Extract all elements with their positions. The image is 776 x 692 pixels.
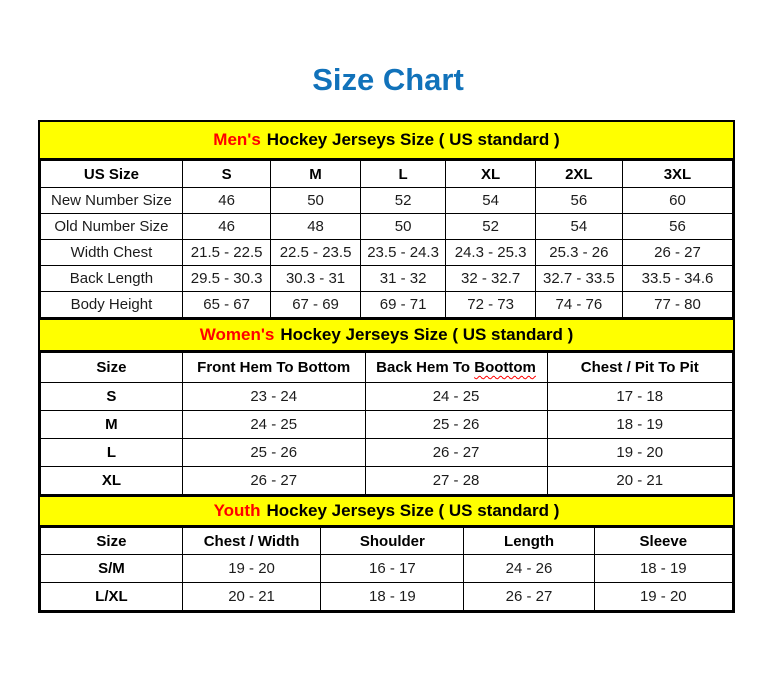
table-row [41, 240, 733, 266]
size-value-cell: 23 - 24 [182, 383, 365, 411]
size-value-cell: 25 - 26 [182, 439, 365, 467]
column-header: XL [446, 161, 535, 188]
size-value-cell: 30.3 - 31 [271, 266, 360, 292]
size-value-cell: 60 [622, 188, 732, 214]
column-header: Size [41, 528, 183, 555]
mens-size-table [40, 160, 733, 318]
mens-heading-accent: Men's [213, 130, 261, 149]
size-value-cell: 54 [535, 214, 622, 240]
womens-section-heading [40, 318, 733, 352]
youth-heading-text: Hockey Jerseys Size ( US standard ) [266, 501, 560, 520]
column-header: US Size [41, 161, 183, 188]
table-row [41, 439, 733, 467]
column-header: Front Hem To Bottom [182, 353, 365, 383]
womens-heading-accent: Women's [199, 325, 275, 344]
column-header: Shoulder [321, 528, 464, 555]
row-label: Back Length [41, 266, 183, 292]
row-label: S [41, 383, 183, 411]
column-header: Size [41, 353, 183, 383]
table-row [41, 188, 733, 214]
size-value-cell: 19 - 20 [594, 583, 732, 611]
size-value-cell: 20 - 21 [182, 583, 320, 611]
row-label: XL [41, 467, 183, 495]
youth-heading-accent: Youth [213, 501, 261, 520]
size-value-cell: 54 [446, 188, 535, 214]
table-row [41, 555, 733, 583]
size-value-cell: 24 - 26 [464, 555, 594, 583]
column-header: Back Hem To Boottom [365, 353, 547, 383]
row-label: Width Chest [41, 240, 183, 266]
table-row [41, 583, 733, 611]
size-chart-container [38, 120, 735, 613]
mens-heading-text: Hockey Jerseys Size ( US standard ) [266, 130, 560, 149]
youth-header-row [41, 528, 733, 555]
page-title: Size Chart [312, 62, 464, 97]
size-value-cell: 65 - 67 [182, 292, 271, 318]
size-value-cell: 26 - 27 [464, 583, 594, 611]
size-value-cell: 52 [360, 188, 446, 214]
size-value-cell: 25 - 26 [365, 411, 547, 439]
size-value-cell: 24 - 25 [182, 411, 365, 439]
size-value-cell: 31 - 32 [360, 266, 446, 292]
size-value-cell: 20 - 21 [547, 467, 732, 495]
row-label: Old Number Size [41, 214, 183, 240]
row-label: New Number Size [41, 188, 183, 214]
row-label: L [41, 439, 183, 467]
size-value-cell: 46 [182, 214, 271, 240]
size-value-cell: 18 - 19 [321, 583, 464, 611]
table-row [41, 292, 733, 318]
column-header: Sleeve [594, 528, 732, 555]
youth-section-heading [40, 495, 733, 527]
column-header: Length [464, 528, 594, 555]
size-value-cell: 26 - 27 [182, 467, 365, 495]
column-header: M [271, 161, 360, 188]
size-value-cell: 22.5 - 23.5 [271, 240, 360, 266]
column-header: L [360, 161, 446, 188]
size-value-cell: 50 [360, 214, 446, 240]
size-value-cell: 56 [535, 188, 622, 214]
size-value-cell: 32.7 - 33.5 [535, 266, 622, 292]
table-row [41, 467, 733, 495]
womens-header-row [41, 353, 733, 383]
column-header: 3XL [622, 161, 732, 188]
size-value-cell: 50 [271, 188, 360, 214]
size-value-cell: 26 - 27 [622, 240, 732, 266]
row-label: S/M [41, 555, 183, 583]
size-value-cell: 74 - 76 [535, 292, 622, 318]
size-value-cell: 24 - 25 [365, 383, 547, 411]
size-value-cell: 21.5 - 22.5 [182, 240, 271, 266]
size-value-cell: 32 - 32.7 [446, 266, 535, 292]
size-value-cell: 24.3 - 25.3 [446, 240, 535, 266]
row-label: L/XL [41, 583, 183, 611]
womens-heading-text: Hockey Jerseys Size ( US standard ) [280, 325, 574, 344]
size-value-cell: 48 [271, 214, 360, 240]
size-value-cell: 46 [182, 188, 271, 214]
table-row [41, 411, 733, 439]
size-value-cell: 77 - 80 [622, 292, 732, 318]
column-header: Chest / Width [182, 528, 320, 555]
size-value-cell: 69 - 71 [360, 292, 446, 318]
size-value-cell: 33.5 - 34.6 [622, 266, 732, 292]
table-row [41, 214, 733, 240]
size-value-cell: 26 - 27 [365, 439, 547, 467]
size-value-cell: 18 - 19 [547, 411, 732, 439]
mens-section-heading [40, 122, 733, 160]
size-value-cell: 52 [446, 214, 535, 240]
table-row [41, 266, 733, 292]
row-label: M [41, 411, 183, 439]
size-value-cell: 56 [622, 214, 732, 240]
size-value-cell: 23.5 - 24.3 [360, 240, 446, 266]
size-value-cell: 27 - 28 [365, 467, 547, 495]
size-value-cell: 19 - 20 [547, 439, 732, 467]
youth-size-table [40, 527, 733, 611]
size-value-cell: 72 - 73 [446, 292, 535, 318]
column-header: 2XL [535, 161, 622, 188]
womens-size-table [40, 352, 733, 495]
row-label: Body Height [41, 292, 183, 318]
size-value-cell: 18 - 19 [594, 555, 732, 583]
size-value-cell: 29.5 - 30.3 [182, 266, 271, 292]
column-header: Chest / Pit To Pit [547, 353, 732, 383]
misspelled-word: Boottom [474, 359, 536, 376]
table-row [41, 383, 733, 411]
size-value-cell: 17 - 18 [547, 383, 732, 411]
mens-header-row [41, 161, 733, 188]
column-header: S [182, 161, 271, 188]
size-value-cell: 19 - 20 [182, 555, 320, 583]
size-value-cell: 16 - 17 [321, 555, 464, 583]
size-value-cell: 25.3 - 26 [535, 240, 622, 266]
size-value-cell: 67 - 69 [271, 292, 360, 318]
